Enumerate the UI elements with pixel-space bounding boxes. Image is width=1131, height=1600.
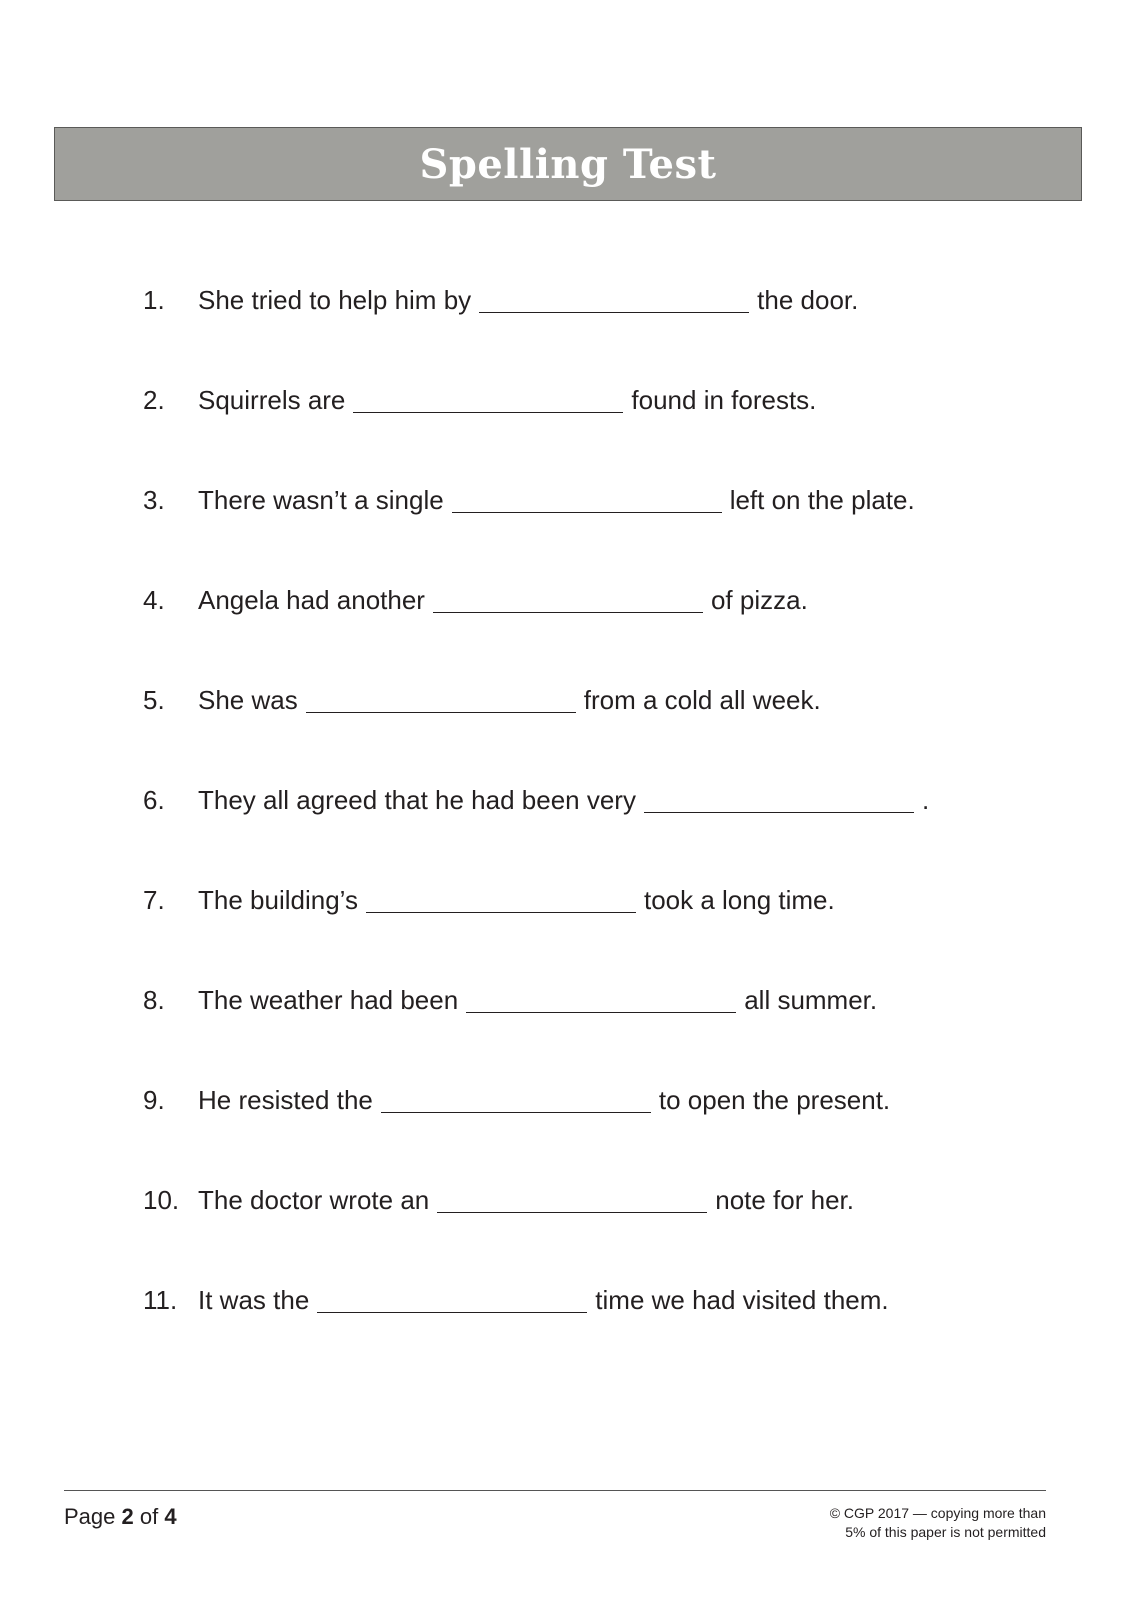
question-text [198,1080,890,1120]
question-text [198,580,808,620]
question-text-after: to open the present. [658,1085,891,1115]
question-text-after: time we had visited them. [595,1285,889,1315]
answer-blank[interactable] [317,1286,587,1313]
page-prefix: Page [64,1504,116,1529]
question-text-after: all summer. [744,985,878,1015]
copyright-line: 5% of this paper is not permitted [845,1524,1046,1540]
answer-blank[interactable] [381,1086,651,1113]
question-text-before: She was [198,685,298,715]
question-row [0,1180,1131,1220]
question-number: 4. [143,585,165,615]
question-row [0,1280,1131,1320]
page-current: 2 [121,1504,134,1529]
question-row [0,580,1131,620]
question-text-before: The weather had been [198,985,459,1015]
question-text [198,980,877,1020]
question-text [198,1180,854,1220]
question-text-before: The building’s [198,885,358,915]
footer-divider [64,1490,1046,1491]
answer-blank[interactable] [353,386,623,413]
page-title: Spelling Test [419,140,717,188]
page-indicator [64,1502,177,1532]
question-text-before: He resisted the [198,1085,373,1115]
question-text [198,780,929,820]
page-total: 4 [164,1504,177,1529]
question-number: 5. [143,685,165,715]
title-banner [54,127,1082,201]
answer-blank[interactable] [366,886,636,913]
copyright-notice [830,1504,1046,1542]
question-number: 10. [143,1185,180,1215]
question-text [198,1280,889,1320]
question-row [0,480,1131,520]
answer-blank[interactable] [644,786,914,813]
question-row [0,380,1131,420]
question-text-after: . [921,785,930,815]
question-text-before: She tried to help him by [198,285,472,315]
question-row [0,1080,1131,1120]
answer-blank[interactable] [466,986,736,1013]
question-row [0,880,1131,920]
question-text-after: the door. [757,285,859,315]
answer-blank[interactable] [479,286,749,313]
question-text-before: Squirrels are [198,385,346,415]
question-text-before: The doctor wrote an [198,1185,430,1215]
question-row [0,280,1131,320]
answer-blank[interactable] [306,686,576,713]
question-text-after: of pizza. [710,585,808,615]
question-text-after: found in forests. [631,385,817,415]
question-row [0,680,1131,720]
question-text-after: took a long time. [643,885,835,915]
question-number: 9. [143,1085,165,1115]
question-text-after: left on the plate. [729,485,915,515]
copyright-line: © CGP 2017 — copying more than [829,1505,1046,1521]
answer-blank[interactable] [437,1186,707,1213]
question-row [0,980,1131,1020]
question-text-before: It was the [198,1285,310,1315]
question-text-before: There wasn’t a single [198,485,444,515]
question-number: 8. [143,985,165,1015]
answer-blank[interactable] [452,486,722,513]
question-row [0,780,1131,820]
question-text [198,480,915,520]
page-separator: of [139,1504,159,1529]
question-text-after: from a cold all week. [583,685,821,715]
question-number: 3. [143,485,165,515]
question-text-after: note for her. [715,1185,854,1215]
question-number: 7. [143,885,165,915]
question-number: 2. [143,385,165,415]
question-number: 1. [143,285,165,315]
question-text [198,880,835,920]
question-text-before: Angela had another [198,585,425,615]
question-number: 11. [143,1285,178,1315]
question-text-before: They all agreed that he had been very [198,785,636,815]
question-number: 6. [143,785,165,815]
answer-blank[interactable] [433,586,703,613]
question-text [198,280,858,320]
question-text [198,680,821,720]
question-text [198,380,816,420]
